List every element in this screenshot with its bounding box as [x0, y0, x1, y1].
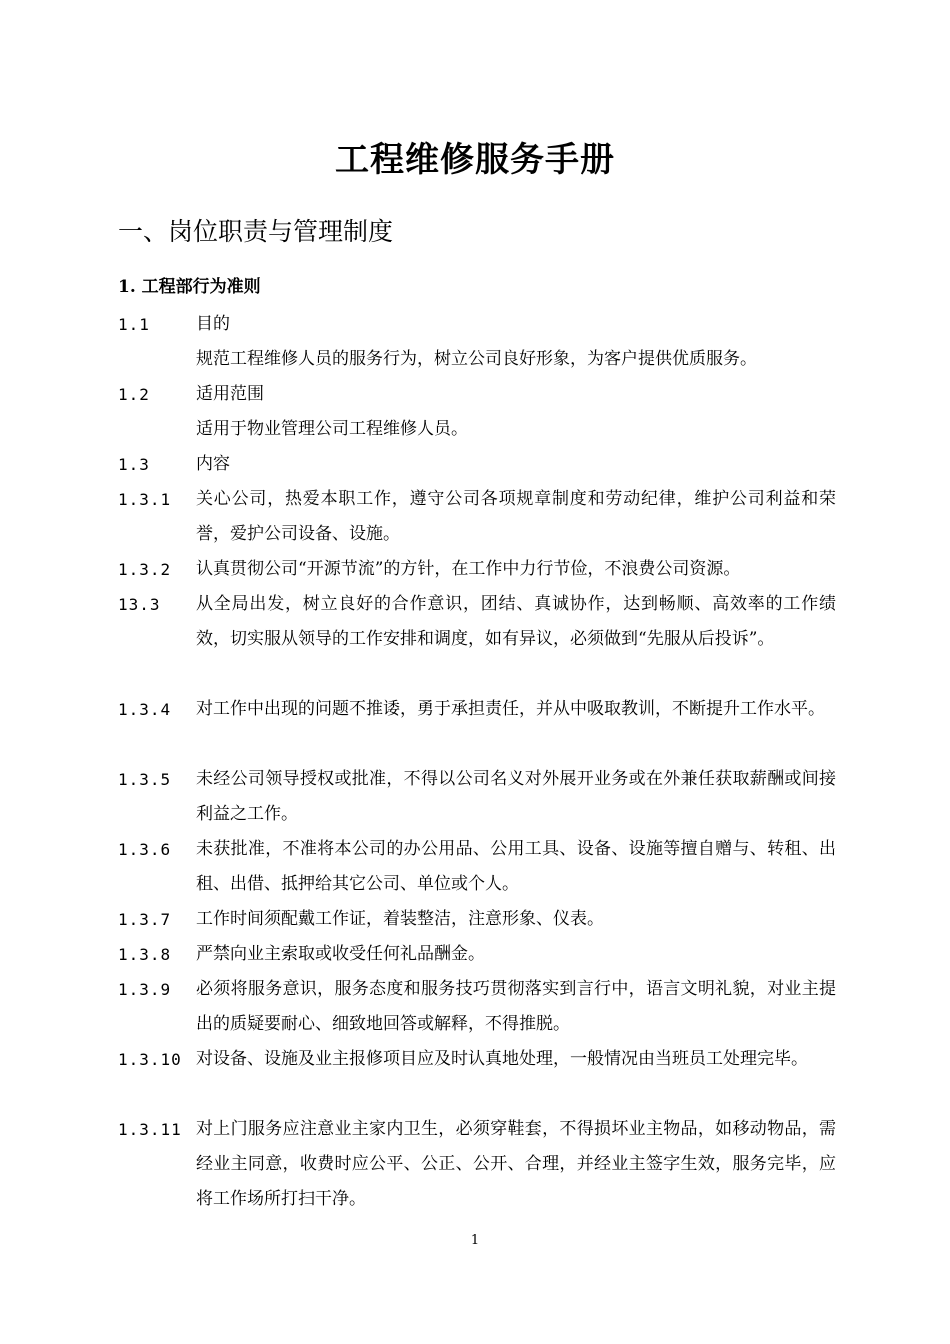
- clause-text: 内容: [196, 454, 230, 474]
- clause-text: 从全局出发，树立良好的合作意识，团结、真诚协作，达到畅顺、高效率的工作绩效，切实服从领导的工作安排和调度，如有异议，必须做到“先服从后投诉”。: [196, 594, 836, 649]
- section-heading: 一、岗位职责与管理制度: [118, 217, 394, 246]
- clause-text: 未经公司领导授权或批准，不得以公司名义对外展开业务或在外兼任获取薪酬或间接利益之工作。: [196, 769, 836, 824]
- clause-text: 认真贯彻公司“开源节流”的方针，在工作中力行节俭，不浪费公司资源。: [196, 559, 741, 579]
- clause-number: 1.3.1: [118, 490, 172, 509]
- clause-number: 1.3.5: [118, 770, 172, 789]
- clause-number: 1.3.10: [118, 1050, 182, 1069]
- clause-text: 目的: [196, 314, 230, 334]
- sub-heading: 1. 工程部行为准则: [118, 277, 261, 297]
- clause-text: 工作时间须配戴工作证，着装整洁，注意形象、仪表。: [196, 909, 604, 929]
- page-number: 1: [470, 1233, 480, 1248]
- clause-text: 对上门服务应注意业主家内卫生，必须穿鞋套，不得损坏业主物品，如移动物品，需经业主同意，收费时应公平、公正、公开、合理，并经业主签字生效，服务完毕，应将工作场所打扫干净。: [196, 1119, 836, 1209]
- clause-number: 1.3: [118, 455, 150, 474]
- clause-number: 1.3.7: [118, 910, 172, 929]
- clause-text: 必须将服务意识，服务态度和服务技巧贯彻落实到言行中，语言文明礼貌，对业主提出的质疑要耐心、细致地回答或解释，不得推脱。: [196, 979, 836, 1034]
- clause-text: 未获批准，不准将本公司的办公用品、公用工具、设备、设施等擅自赠与、转租、出租、出借、抵押给其它公司、单位或个人。: [196, 839, 836, 894]
- clause-number: 1.3.4: [118, 700, 172, 719]
- clause-text: 对工作中出现的问题不推诿，勇于承担责任，并从中吸取教训，不断提升工作水平。: [196, 699, 825, 719]
- clause-number: 1.3.6: [118, 840, 172, 859]
- clause-number: 1.1: [118, 315, 150, 334]
- clause-number: 13.3: [118, 595, 161, 614]
- clause-text: 适用于物业管理公司工程维修人员。: [196, 419, 468, 439]
- clause-text: 适用范围: [196, 384, 264, 404]
- document-title: 工程维修服务手册: [335, 140, 615, 180]
- clause-text: 严禁向业主索取或收受任何礼品酬金。: [196, 944, 485, 964]
- clause-number: 1.3.11: [118, 1120, 182, 1139]
- clause-text: 关心公司，热爱本职工作，遵守公司各项规章制度和劳动纪律，维护公司利益和荣誉，爱护公司设备、设施。: [196, 489, 836, 544]
- clause-text: 对设备、设施及业主报修项目应及时认真地处理，一般情况由当班员工处理完毕。: [196, 1049, 808, 1069]
- clause-number: 1.3.9: [118, 980, 172, 999]
- clause-number: 1.2: [118, 385, 150, 404]
- clause-number: 1.3.8: [118, 945, 172, 964]
- clause-text: 规范工程维修人员的服务行为，树立公司良好形象，为客户提供优质服务。: [196, 349, 757, 369]
- clause-number: 1.3.2: [118, 560, 172, 579]
